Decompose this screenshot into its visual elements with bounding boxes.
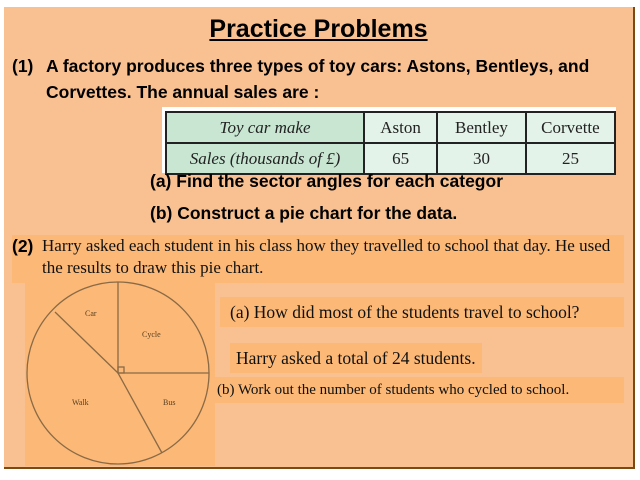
problem-2-note: Harry asked a total of 24 students. — [230, 343, 482, 373]
problem-2-number: (2) — [12, 236, 34, 256]
table-cell: Sales (thousands of £) — [166, 143, 364, 174]
pie-chart — [25, 280, 215, 466]
problem-1-text: A factory produces three types of toy cars: Astons, Bentleys, and Corvettes. The annual sales are : — [46, 56, 590, 102]
problem-1-part-a: (a) Find the sector angles for each categor — [150, 171, 503, 191]
table-header-cell: Corvette — [526, 112, 615, 143]
pie-divider — [118, 373, 162, 453]
problem-2-part-a: (a) How did most of the students travel to school? — [220, 297, 624, 327]
pie-label-walk: Walk — [72, 398, 89, 407]
table-cell: 65 — [364, 143, 437, 174]
slide — [4, 7, 635, 469]
page-title: Practice Problems — [209, 15, 428, 43]
problem-1-number: (1) — [12, 56, 34, 76]
table-cell: 25 — [526, 143, 615, 174]
table-row — [166, 143, 615, 174]
pie-chart-figure — [25, 280, 215, 466]
problem-2-text: Harry asked each student in his class how they travelled to school that day. He used the results to draw this pie chart. — [42, 236, 611, 277]
problem-2-part-b: (b) Work out the number of students who cycled to school. — [213, 377, 624, 403]
pie-label-car: Car — [85, 309, 97, 318]
table-cell: 30 — [437, 143, 526, 174]
problem-1 — [12, 53, 632, 105]
pie-label-cycle: Cycle — [142, 330, 161, 339]
table-header-row — [166, 112, 615, 143]
problem-1-part-b: (b) Construct a pie chart for the data. — [150, 203, 458, 223]
pie-divider — [55, 312, 118, 373]
table-header-cell: Toy car make — [166, 112, 364, 143]
right-angle-mark — [118, 367, 124, 373]
pie-label-bus: Bus — [163, 398, 176, 407]
sales-table — [162, 107, 616, 173]
table-header-cell: Aston — [364, 112, 437, 143]
table-header-cell: Bentley — [437, 112, 526, 143]
problem-2 — [12, 235, 624, 283]
